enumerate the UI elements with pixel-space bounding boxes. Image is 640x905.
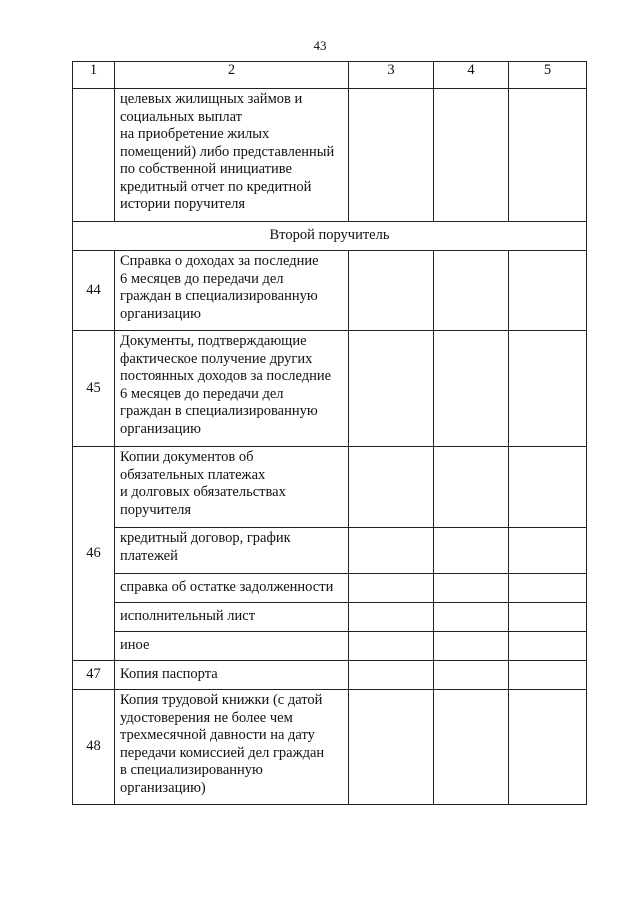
subrow-text: справка об остатке задолженности: [115, 574, 349, 603]
subrow-text: иное: [115, 632, 349, 661]
empty-cell: [509, 528, 587, 574]
empty-cell: [434, 89, 509, 222]
column-header-3: 3: [349, 62, 434, 89]
table-subrow: [73, 574, 587, 603]
table-row-48: [73, 690, 587, 805]
empty-cell: [434, 528, 509, 574]
table-row-continuation: [73, 89, 587, 222]
empty-cell: [434, 331, 509, 447]
column-header-5: 5: [509, 62, 587, 89]
table-subrow: [73, 528, 587, 574]
table-row-45: [73, 331, 587, 447]
empty-cell: [509, 447, 587, 528]
empty-cell: [509, 690, 587, 805]
section-title: Второй поручитель: [73, 222, 587, 251]
row-text: Копия трудовой книжки (с датой удостоверения не более чем трехмесячной давности на дату передачи комиссией дел граждан в специализированную организацию): [115, 690, 349, 805]
table-row-44: [73, 251, 587, 331]
row-text: Копия паспорта: [115, 661, 349, 690]
row-number: 46: [73, 447, 115, 661]
empty-cell: [434, 447, 509, 528]
column-header-4: 4: [434, 62, 509, 89]
empty-cell: [434, 661, 509, 690]
row-text: Справка о доходах за последние 6 месяцев до передачи дел граждан в специализированную организацию: [115, 251, 349, 331]
page-number: 43: [313, 38, 327, 53]
empty-cell: [434, 632, 509, 661]
row-number: 48: [73, 690, 115, 805]
subrow-text: исполнительный лист: [115, 603, 349, 632]
empty-cell: [509, 603, 587, 632]
table-row-46: [73, 447, 587, 528]
section-row: [73, 222, 587, 251]
column-header-1: 1: [73, 62, 115, 89]
row-text: Копии документов об обязательных платежах и долговых обязательствах поручителя: [115, 447, 349, 528]
table-subrow: [73, 603, 587, 632]
row-text: Документы, подтверждающие фактическое получение других постоянных доходов за последние 6 месяцев до передачи дел граждан в специализированную организацию: [115, 331, 349, 447]
row-number: 45: [73, 331, 115, 447]
empty-cell: [349, 632, 434, 661]
empty-cell: [509, 661, 587, 690]
empty-cell: [434, 574, 509, 603]
empty-cell: [349, 690, 434, 805]
empty-cell: [509, 251, 587, 331]
table-row-47: [73, 661, 587, 690]
empty-cell: [349, 89, 434, 222]
row-number-cell: [73, 89, 115, 222]
empty-cell: [349, 331, 434, 447]
empty-cell: [349, 603, 434, 632]
table-header-row: [73, 62, 587, 89]
documents-table: [72, 61, 587, 805]
empty-cell: [434, 251, 509, 331]
empty-cell: [349, 251, 434, 331]
row-number: 47: [73, 661, 115, 690]
empty-cell: [349, 574, 434, 603]
empty-cell: [349, 528, 434, 574]
empty-cell: [434, 690, 509, 805]
empty-cell: [349, 661, 434, 690]
continuation-text: целевых жилищных займов и социальных выплат на приобретение жилых помещений) либо представленный по собственной инициативе кредитный отчет по кредитной истории поручителя: [115, 89, 349, 222]
empty-cell: [434, 603, 509, 632]
empty-cell: [509, 574, 587, 603]
empty-cell: [509, 632, 587, 661]
row-number: 44: [73, 251, 115, 331]
empty-cell: [509, 89, 587, 222]
table-subrow: [73, 632, 587, 661]
empty-cell: [349, 447, 434, 528]
subrow-text: кредитный договор, график платежей: [115, 528, 349, 574]
empty-cell: [509, 331, 587, 447]
column-header-2: 2: [115, 62, 349, 89]
